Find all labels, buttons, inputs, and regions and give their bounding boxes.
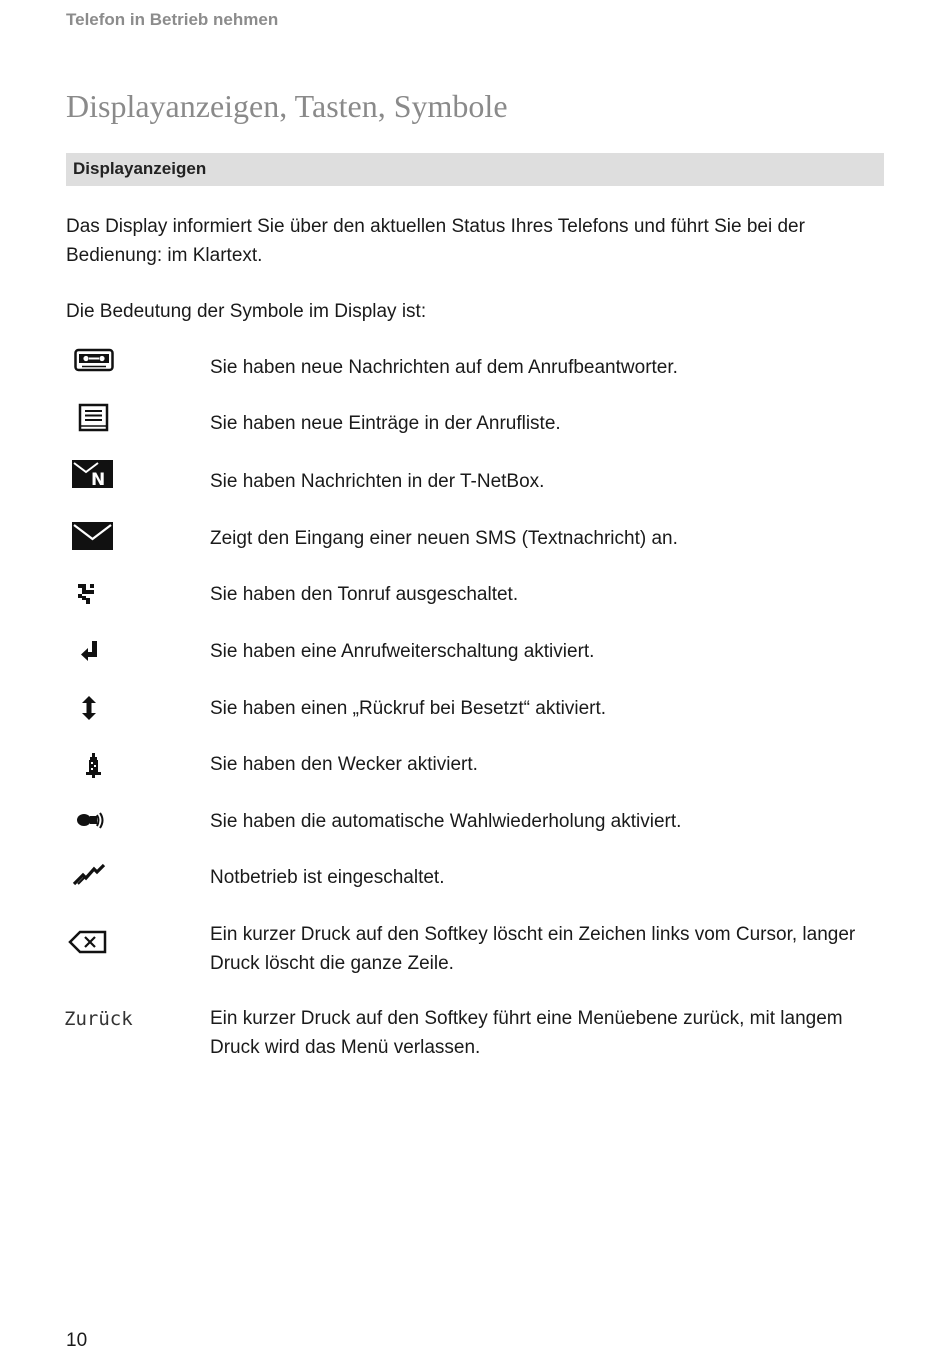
section-heading — [66, 153, 884, 186]
svg-text:N: N — [91, 470, 106, 488]
emergency-mode-icon — [72, 863, 106, 887]
tnetbox-icon — [72, 460, 113, 488]
intro-paragraph: Das Display informiert Sie über den aktuellen Status Ihres Telefons und führt Sie bei der Bedienung: im Klartext. — [66, 216, 805, 266]
symbol-description: Ein kurzer Druck auf den Softkey führt eine Menüebene zurück, mit langem Druck wird das Menü verlassen. — [210, 1008, 843, 1058]
symbol-description: Sie haben Nachrichten in der T-NetBox. — [210, 471, 545, 492]
page-number: 10 — [66, 1330, 88, 1351]
alarm-icon — [84, 752, 104, 780]
zurueck-softkey-label: Zurück — [64, 1008, 133, 1030]
call-forward-icon — [80, 639, 100, 663]
symbol-description: Zeigt den Eingang einer neuen SMS (Textnachricht) an. — [210, 528, 678, 549]
page-title: Displayanzeigen, Tasten, Symbole — [66, 88, 508, 124]
backspace-icon — [68, 929, 108, 955]
sms-envelope-icon — [72, 522, 113, 550]
symbol-description: Sie haben den Tonruf ausgeschaltet. — [210, 584, 519, 605]
symbol-description: Sie haben eine Anrufweiterschaltung aktiviert. — [210, 641, 595, 662]
symbol-description: Sie haben einen „Rückruf bei Besetzt“ aktiviert. — [210, 698, 607, 719]
symbol-description: Sie haben neue Einträge in der Anrufliste. — [210, 413, 561, 434]
callback-busy-icon — [80, 695, 98, 721]
running-header: Telefon in Betrieb nehmen — [66, 10, 279, 29]
symbol-description: Sie haben neue Nachrichten auf dem Anrufbeantworter. — [210, 357, 678, 378]
answering-machine-icon — [74, 348, 114, 372]
symbol-description: Ein kurzer Druck auf den Softkey löscht ein Zeichen links vom Cursor, langer Druck löscht die ganze Zeile. — [210, 924, 856, 974]
symbol-description: Notbetrieb ist eingeschaltet. — [210, 867, 445, 888]
symbol-description: Sie haben den Wecker aktiviert. — [210, 754, 478, 775]
ringer-off-icon — [76, 582, 96, 606]
call-list-icon — [78, 403, 110, 433]
lead-paragraph: Die Bedeutung der Symbole im Display ist: — [66, 301, 427, 322]
symbol-description: Sie haben die automatische Wahlwiederholung aktiviert. — [210, 811, 682, 832]
section-heading-label: Displayanzeigen — [73, 159, 207, 178]
auto-redial-icon — [76, 811, 106, 831]
